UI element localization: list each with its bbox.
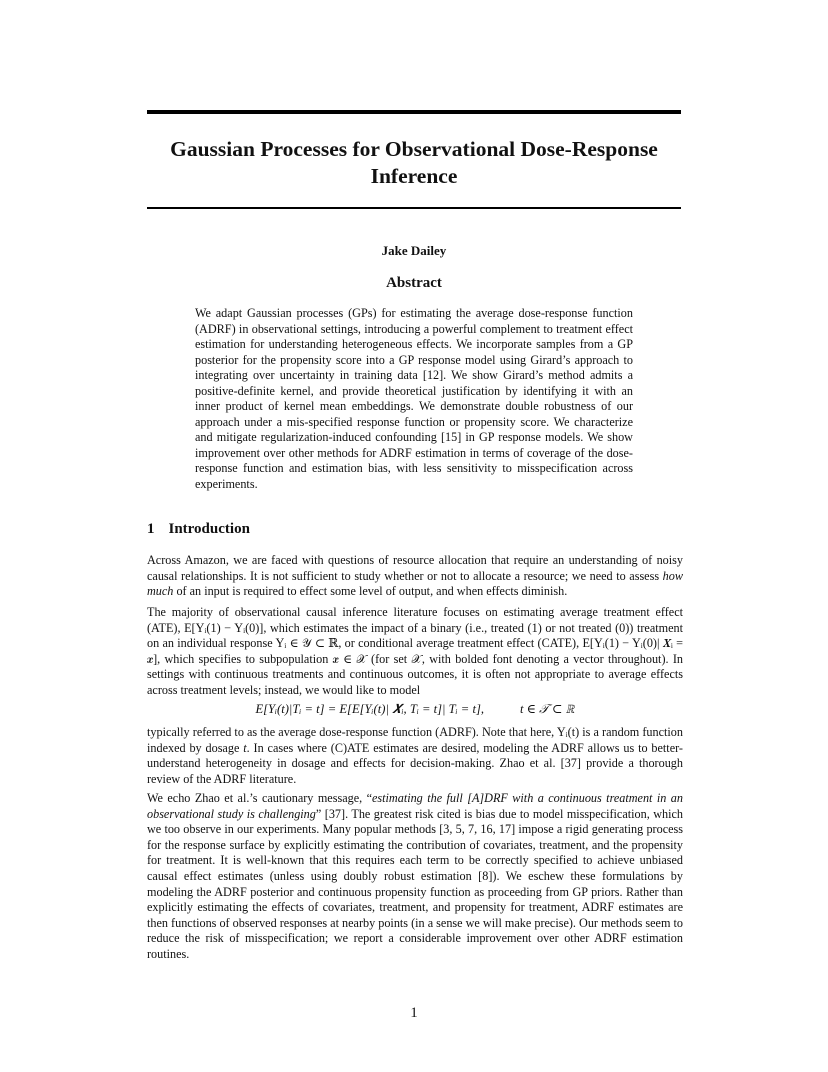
paragraph-4-text-a: We echo Zhao et al.’s cautionary message, “: [147, 791, 372, 805]
paragraph-4-quote: estimating the full [A]DRF with a continuous treatment in an observational study is challenging: [147, 791, 683, 821]
top-rule: [147, 110, 681, 114]
paper-title: Gaussian Processes for Observational Dose-Response Inference: [170, 137, 658, 188]
equation-domain: t ∈ 𝒯 ⊂ ℝ: [520, 702, 575, 716]
paragraph-2: The majority of observational causal inference literature focuses on estimating average treatment effect (ATE), E[Yᵢ(1) − Yᵢ(0)], which estimates the impact of a binary (i.e., treated (1) or not treated (0)) treatment on an individual response Yᵢ ∈ 𝒴 ⊂ ℝ, or conditional average treatment effect (CATE), E[Yᵢ(1) − Yᵢ(0)| 𝑿ᵢ = 𝒙], which specifies to subpopulation 𝒙 ∈ 𝒳 (for set 𝒳, with bolded font denoting a vector throughout). In settings with continuous treatments and continuous outcomes, it is often not appropriate to average effects across treatment levels; instead, we would like to model: [147, 605, 683, 697]
paragraph-1: [147, 553, 683, 600]
abstract-text: We adapt Gaussian processes (GPs) for estimating the average dose-response function (ADRF) in observational settings, introducing a powerful complement to treatment effect estimation for understanding heterogeneous effects. We incorporate samples from a GP posterior for the propensity score into a GP response model using Girard’s approach to integrating over uncertainty in training data [12]. We show Girard’s method admits a positive-definite kernel, and provide theoretical justification by identifying it with an inner product of kernel mean embeddings. We demonstrate double robustness of our approach under a mis-specified response function or propensity score. We characterize and mitigate regularization-induced confounding [15] in GP response models. We show improvement over other methods for ADRF estimation in terms of coverage of the dose-response function and estimation bias, with less sensitivity to misspecification across experiments.: [195, 306, 633, 491]
paragraph-3-text-b: . In cases where (C)ATE estimates are desired, modeling the ADRF allows us to better-understand heterogeneity in dosage and effects for decision-making. Zhao et al. [37] provide a thorough review of the ADRF literature.: [147, 740, 683, 786]
paragraph-3-text-a: typically referred to as the average dose-response function (ADRF). Note that here, Yᵢ(t) is a random function indexed by dosage: [147, 725, 683, 755]
equation-adrf: [147, 701, 683, 717]
abstract-heading: Abstract: [386, 275, 442, 291]
equation-lhs: E[Yᵢ(t)|Tᵢ = t] = E[E[Yᵢ(t)| 𝑿ᵢ, Tᵢ = t]| Tᵢ = t],: [255, 702, 484, 716]
section-title: Introduction: [168, 521, 250, 537]
paragraph-3-emphasis: t: [243, 740, 247, 755]
page-number: 1: [410, 1005, 418, 1021]
author-name: Jake Dailey: [381, 243, 447, 258]
paragraph-1-emphasis: how much: [147, 568, 683, 599]
paragraph-4: [147, 791, 683, 963]
paragraph-3: [147, 725, 683, 787]
title-rule: [147, 207, 681, 209]
section-heading: [147, 521, 250, 538]
paragraph-1-text-a: Across Amazon, we are faced with questions of resource allocation that require an understanding of noisy causal relationships. It is not sufficient to study whether or not to allocate a resource; we need to assess: [147, 553, 683, 583]
section-number: 1: [147, 521, 155, 537]
paragraph-1-text-b: of an input is required to effect some level of output, and when effects diminish.: [173, 584, 568, 599]
paragraph-4-text-b: ” [37]. The greatest risk cited is bias due to model misspecification, which we too observe in our experiments. Many popular methods [3, 5, 7, 16, 17] impose a rigid generating process for the response surface by explicitly estimating the contribution of covariates, treatment, and the propensity for treatment. It is well-known that this requires each term to be correctly specified to achieve unbiased causal effect estimates (unless using doubly robust estimation [8]). We eschew these formulations by modeling the ADRF posterior and continuous propensity function as proceeding from GP priors. Rather than explicitly estimating the effects of covariates, treatment, and propensity for treatment, ADRF estimates are then functions of observed responses at nearby points (in a sense we will make precise). Our methods seem to reduce the risk of misspecification; we report a considerable improvement over other ADRF estimation routines.: [147, 806, 684, 961]
